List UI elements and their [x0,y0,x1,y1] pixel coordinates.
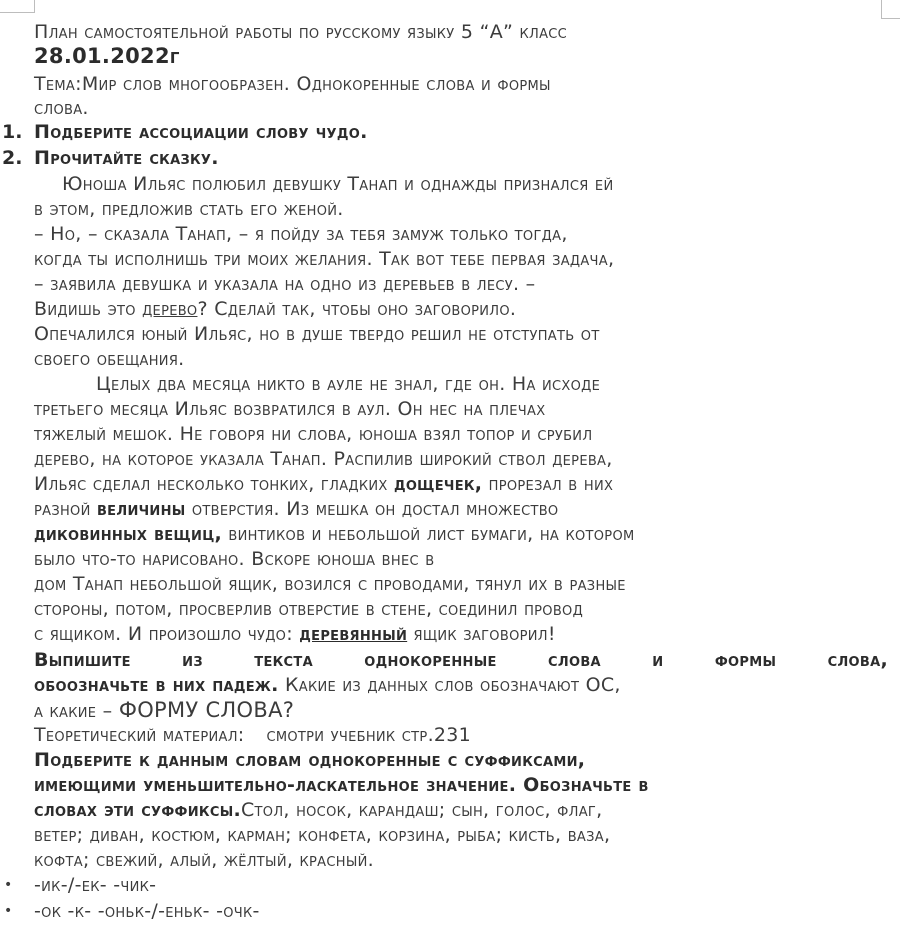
story-line-18: стороны, потом, просверлив отверстие в стене, соединил провод [34,598,584,620]
bold-word-doshchechek: дощечек, [393,473,483,495]
story-text: ящик заговорил! [407,623,556,645]
task-1-text: Подберите ассоциации слову чудо. [34,121,368,143]
bold-word-velichiny: величины [96,498,186,520]
task-1-number: 1. [2,121,23,143]
story-line-1: Юноша Ильяс полюбил девушку Танап и однажды признался ей [62,173,614,195]
theory-line [34,723,888,748]
story-line-9: Целых два месяца никто в ауле не знал, где он. На исходе [96,373,601,395]
topic-line-2: слова. [34,97,89,119]
story-line-7: Опечалился юный Ильяс, но в душе твердо решил не отступать от [34,323,600,345]
story-line-19 [34,622,888,647]
story-line-3: – Но, – сказала Танап, – я пойду за тебя замуж только тогда, [34,223,568,245]
assignment-line-1: Выпишите из текста однокоренные слова и формы слова, [34,649,888,671]
story-line-10: третьего месяца Ильяс возвратился в аул. Он нес на плечах [34,398,546,420]
suffix-item-2: -ок -к- -оньк-/-еньк- -очк- [34,900,260,922]
story-text: отверстия. Из мешка он достал множество [185,498,559,520]
assignment-bold: обоозначьте в них падеж. [34,674,279,696]
story-text: с ящиком. И произошло чудо: [34,623,300,645]
task-3-line-3 [34,798,888,823]
assignment-line-2 [34,673,888,698]
task-3-line-2: имеющими уменьшительно-ласкательное значение. Обозначьте в [34,774,649,796]
task-3-line-1: Подберите к данным словам однокоренные с суффиксами, [34,749,586,771]
bullet-icon: • [4,877,13,893]
document-title: План самостоятельной работы по русскому языку 5 “А” класс [34,21,568,43]
story-line-4: когда ты исполнишь три моих желания. Так вот тебе первая задача, [34,248,615,270]
story-line-2: в этом, предложив стать его женой. [34,198,344,220]
underlined-word-derevyannyi: деревянный [299,623,408,645]
bold-words-dikovinnykh-veshchits: диковинных вещиц, [34,523,223,545]
theory-label: Теоретический материал: [34,724,245,746]
story-text: Видишь это [34,298,143,320]
story-line-13 [34,472,888,497]
assignment-emphasis: ФОРМУ СЛОВА? [118,698,295,722]
task-3-line-5: кофта; свежий, алый, жёлтый, красный. [34,849,374,871]
assignment-text: Какие из данных слов обозначают ОС, [278,674,621,696]
task-3-line-4: ветер; диван, костюм, карман; конфета, корзина, рыба; кисть, ваза, [34,824,611,846]
story-text: прорезал в них [482,473,614,495]
story-text: Ильяс сделал несколько тонких, гладких [34,473,394,495]
story-line-16: было что-то нарисовано. Вскоре юноша внес в [34,548,435,570]
assignment-line-3 [34,698,888,724]
story-line-14 [34,497,888,522]
story-line-8: своего обещания. [34,348,185,370]
story-line-5: – заявила девушка и указала на одно из деревьев в лесу. – [34,273,536,295]
task-2-number: 2. [2,147,23,169]
underlined-word-derevo: дерево [142,298,198,320]
topic-line-1: Тема:Мир слов многообразен. Однокоренные слова и формы [34,73,551,95]
theory-reference: смотри учебник стр.231 [266,724,472,746]
story-text: винтиков и небольшой лист бумаги, на котором [222,523,635,545]
story-line-17: дом Танап небольшой ящик, возился с проводами, тянул их в разные [34,573,626,595]
task-2-text: Прочитайте сказку. [34,147,219,169]
story-text: разной [34,498,97,520]
bullet-icon: • [4,903,13,919]
story-line-11: тяжелый мешок. Не говоря ни слова, юноша взял топор и срубил [34,423,593,445]
task-3-words: Стол, носок, карандаш; сын, голос, флаг, [240,799,603,821]
story-line-15 [34,522,888,547]
assignment-text: а какие – [34,700,119,722]
suffix-item-1: -ик-/-ек- -чик- [34,874,157,896]
task-3-bold: словах эти суффиксы. [34,799,241,821]
story-line-12: дерево, на которое указала Танап. Распилив широкий ствол дерева, [34,448,613,470]
document-date: 28.01.2022г [34,44,180,68]
story-line-6 [34,297,888,322]
story-text: ? Сделай так, чтобы оно заговорило. [197,298,517,320]
